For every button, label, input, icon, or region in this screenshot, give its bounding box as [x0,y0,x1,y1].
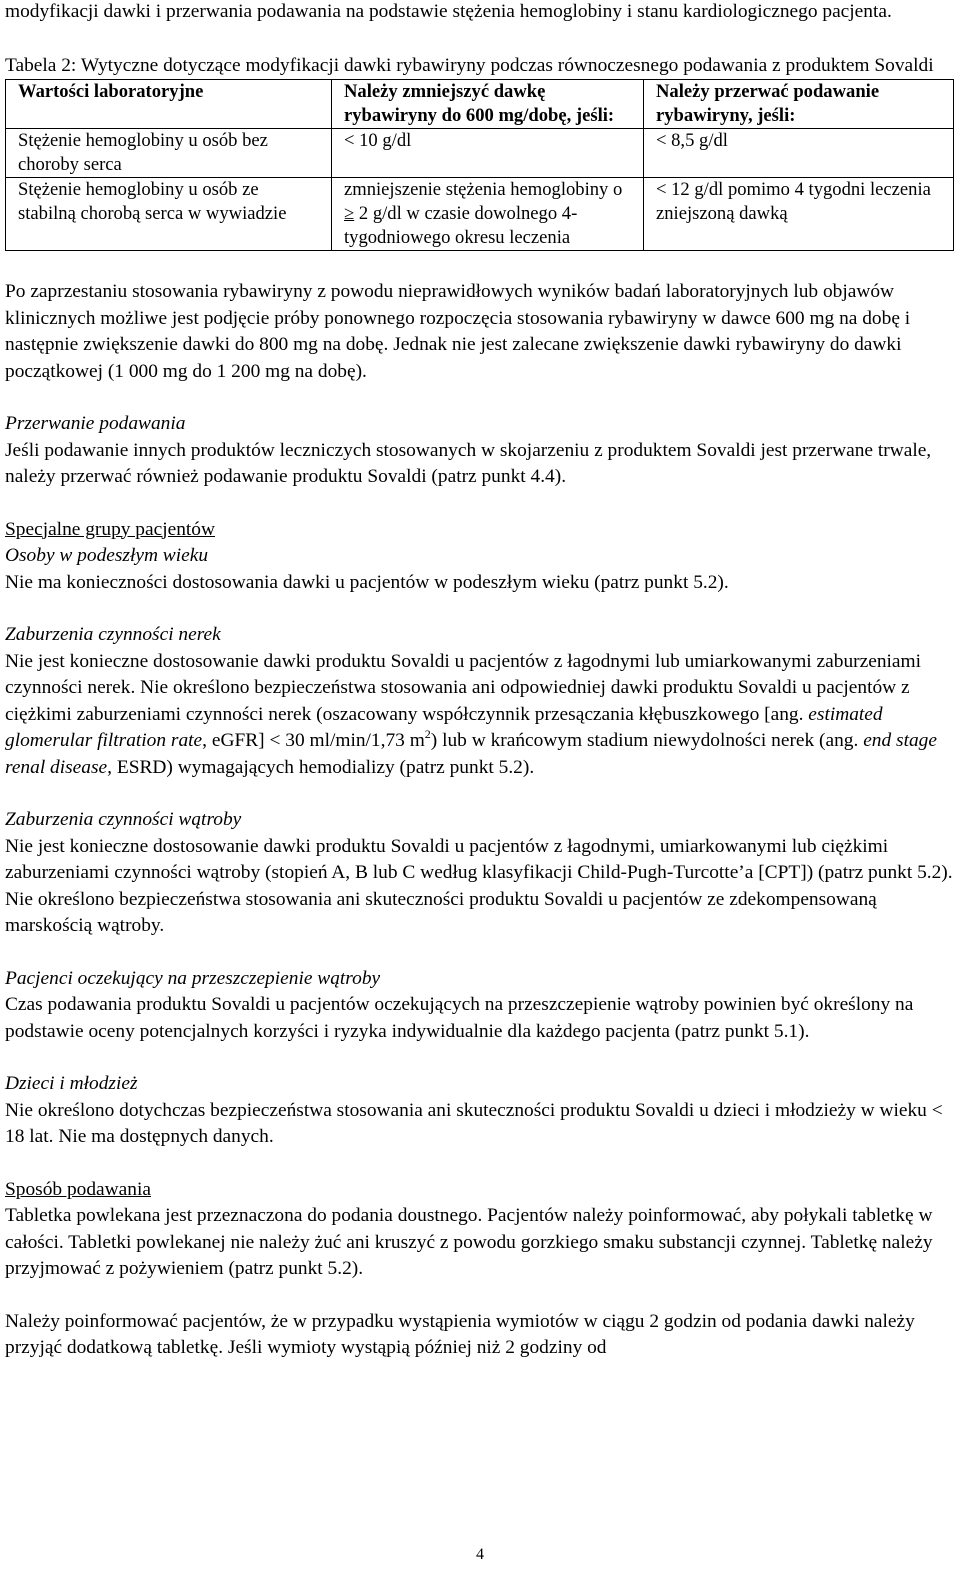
document-page [5,0,953,1362]
section-renal [5,622,953,781]
transplant-text: Czas podawania produktu Sovaldi u pacjentów oczekujących na przeszczepienie wątroby powinien być określony na podstawie oceny potencjalnych korzyści i ryzyka indywidualnie dla każdego pacjenta (patrz punkt 5.1). [5,994,914,1042]
greater-equal-symbol: ≥ [344,203,355,224]
administration-heading: Sposób podawania [5,1178,151,1200]
cell-lab: Stężenie hemoglobiny u osób ze stabilną chorobą serca w wywiadzie [6,178,332,251]
vomiting-text: Należy poinformować pacjentów, że w przypadku wystąpienia wymiotów w ciągu 2 godzin od podania dawki należy przyjąć dodatkową tabletkę. Jeśli wymioty wystąpią później niż 2 godziny od [5,1310,915,1358]
section-transplant [5,966,953,1046]
hepatic-heading: Zaburzenia czynności wątroby [5,809,242,830]
renal-text-part: ESRD) wymagających hemodializy (patrz punkt 5.2). [112,756,535,778]
elderly-heading: Osoby w podeszłym wieku [5,545,209,566]
header-stop-dose: Należy przerwać podawanie rybawiryny, jeśli: [644,80,954,129]
renal-text-italic: estimated glomerular filtration rate [5,703,883,751]
section-special-groups [5,517,953,597]
page-number: 4 [476,1546,484,1563]
renal-text [5,649,953,782]
superscript: 2 [424,727,431,741]
cell-stop: < 8,5 g/dl [644,129,954,178]
table-caption: Tabela 2: Wytyczne dotyczące modyfikacji dawki rybawiryny podczas równoczesnego podawania z produktem Sovaldi [5,54,934,76]
table-row [6,178,954,251]
renal-text-part: ) lub w krańcowym stadium niewydolności nerek (ang. [430,730,864,751]
cell-lab: Stężenie hemoglobiny u osób bez choroby serca [6,129,332,178]
section-hepatic [5,807,953,940]
table-row [6,129,954,178]
section-discontinuation [5,411,953,491]
elderly-text: Nie ma konieczności dostosowania dawki u pacjentów w podeszłym wieku (patrz punkt 5.2). [5,571,729,593]
cell-stop: < 12 g/dl pomimo 4 tygodni leczenia zniejszoną dawką [644,178,954,251]
restart-paragraph: Po zaprzestaniu stosowania rybawiryny z powodu nieprawidłowych wyników badań laboratoryjnych lub objawów klinicznych możliwe jest podjęcie próby ponownego rozpoczęcia stosowania rybawiryny w dawce 600 mg na dobę i następnie zwiększenie dawki do 800 mg na dobę. Jednak nie jest zalecane zwiększenie dawki rybawiryny do dawki początkowej (1 000 mg do 1 200 mg na dobę). [5,281,911,382]
renal-text-part: , eGFR] < 30 ml/min/1,73 m [202,730,425,751]
section-administration [5,1177,953,1283]
renal-text-italic: end stage renal disease, [5,730,937,778]
section-vomiting [5,1309,953,1362]
discontinuation-text: Jeśli podawanie innych produktów leczniczych stosowanych w skojarzeniu z produktem Sovaldi jest przerwane trwale, należy przerwać również podawanie produktu Sovaldi (patrz punkt 4.4). [5,439,932,487]
renal-text-part: Nie jest konieczne dostosowanie dawki produktu Sovaldi u pacjentów z łagodnymi lub umiarkowanymi zaburzeniami czynności nerek. Nie określono bezpieczeństwa stosowania ani odpowiedniej dawki produktu Sovaldi u pacjentów z ciężkimi zaburzeniami czynności nerek (oszacowany współczynnik przesączania kłębuszkowego [ang. [5,650,921,725]
intro-paragraph: modyfikacji dawki i przerwania podawania na podstawie stężenia hemoglobiny i stanu kardiologicznego pacjenta. [5,1,892,22]
discontinuation-heading: Przerwanie podawania [5,413,186,434]
table-header-row [6,80,954,129]
pediatric-text: Nie określono dotychczas bezpieczeństwa stosowania ani skuteczności produktu Sovaldi u dzieci i młodzieży w wieku < 18 lat. Nie ma dostępnych danych. [5,1099,943,1147]
cell-reduce-text: zmniejszenie stężenia hemoglobiny o [344,179,623,200]
renal-heading: Zaburzenia czynności nerek [5,624,221,645]
dose-modification-table [5,79,954,251]
transplant-heading: Pacjenci oczekujący na przeszczepienie wątroby [5,967,381,989]
cell-reduce-text: 2 g/dl w czasie dowolnego 4-tygodniowego okresu leczenia [344,203,578,248]
header-reduce-dose: Należy zmniejszyć dawkę rybawiryny do 600 mg/dobę, jeśli: [332,80,644,129]
cell-reduce [332,178,644,251]
header-lab-values: Wartości laboratoryjne [6,80,332,129]
special-groups-heading: Specjalne grupy pacjentów [5,518,215,540]
hepatic-text: Nie jest konieczne dostosowanie dawki produktu Sovaldi u pacjentów z łagodnymi, umiarkowanymi lub ciężkimi zaburzeniami czynności wątroby (stopień A, B lub C według klasyfikacji Child-Pugh-Turcotte’a [CPT]) (patrz punkt 5.2). Nie określono bezpieczeństwa stosowania ani skuteczności produktu Sovaldi u pacjentów ze zdekompensowaną marskością wątroby. [5,835,953,936]
pediatric-heading: Dzieci i młodzież [5,1073,138,1094]
cell-reduce: < 10 g/dl [332,129,644,178]
section-pediatric [5,1071,953,1151]
administration-text: Tabletka powlekana jest przeznaczona do podania doustnego. Pacjentów należy poinformować, aby połykali tabletkę w całości. Tabletki powlekanej nie należy żuć ani kruszyć z powodu gorzkiego smaku substancji czynnej. Tabletkę należy przyjmować z pożywieniem (patrz punkt 5.2). [5,1205,933,1279]
